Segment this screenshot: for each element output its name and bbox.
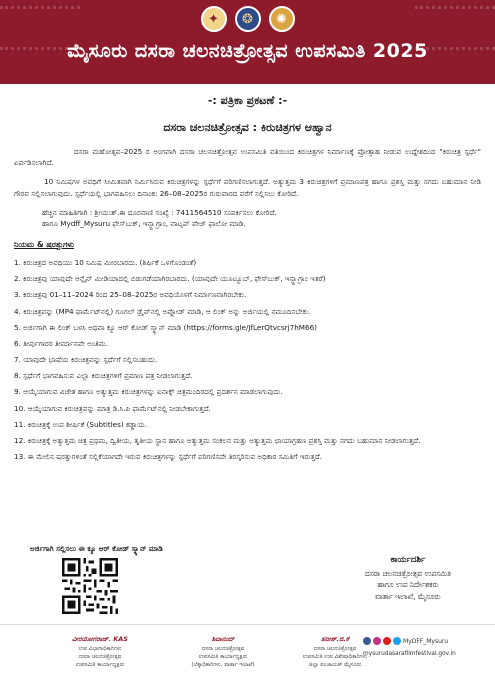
footer-official bbox=[40, 635, 160, 670]
page-title: ಮೈಸೂರು ದಸರಾ ಚಲನಚಿತ್ರೋತ್ಸವ ಉಪಸಮಿತಿ 2025 bbox=[67, 40, 428, 62]
qr-signature-section bbox=[14, 544, 481, 620]
official-designation: ಉಪಸಮಿತಿ ಕಾರ್ಯಾಧ್ಯಕ್ಷರು bbox=[198, 654, 248, 660]
official-designation: (ಲೆಕ್ಕಾಧಿಕಾರಿಗಳು, ವಾರ್ತಾ ಇಲಾಖೆ) bbox=[191, 662, 255, 669]
rule-item: 7. ಯಾವುದೇ ಭಾಷೆಯ ಕಿರುಚಿತ್ರವನ್ನು ಸ್ಪರ್ಧೆಗೆ ಸಲ್ಲಿಸಬಹುದು. bbox=[14, 355, 158, 365]
rule-item: 4. ಕಿರುಚಿತ್ರವನ್ನು (MP4 ಫಾರ್ಮೆಟ್‌ನಲ್ಲಿ) ಗೂಗಲ್ ಡ್ರೈವ್‌ನಲ್ಲಿ ಅಪ್ಲೋಡ್ ಮಾಡಿ, ಆ ಲಿಂಕ್ ಅನ್ನು ಅರ್ಜಿಯಲ್ಲಿ ನಮೂದಿಸಬೇಕು. bbox=[14, 306, 311, 316]
facebook-icon[interactable] bbox=[363, 637, 371, 645]
social-follow-line: ಹಾಗೂ Mydff_Mysuru ಫೇಸ್‌ಬುಕ್, ಇನ್ಸ್ಟಾಗ್ರಾಂ, ವಾಟ್ಸಪ್ ಪೇಜ್ ಫಾಲೋ ಮಾಡಿ. bbox=[42, 218, 246, 228]
twitter-icon[interactable] bbox=[393, 637, 401, 645]
social-handle[interactable]: MyDFF_Mysuru bbox=[403, 637, 449, 645]
contact-line: ಹೆಚ್ಚಿನ ಮಾಹಿತಿಗಾಗಿ : ಶ್ರೀಯುತ್‌.ಈ ದೂರವಾಣಿ ಸಂಖ್ಯೆ : 7411564510 ಸಂಪರ್ಕಿಸಲು ಕೋರಿದೆ. bbox=[42, 207, 277, 217]
official-designation: ದಸರಾ ಚಲನಚಿತ್ರೋತ್ಸವ bbox=[201, 645, 245, 652]
official-designation: ಉಪಸಮಿತಿ ಉಪ ವಿಶೇಷಾಧಿಕಾರಿಗಳು bbox=[302, 654, 368, 660]
rule-item: 1. ಕಿರುಚಿತ್ರದ ಅವಧಿಯು 10 ನಿಮಿಷ ಮೀರಬಾರದು. (ಶಿರ್ಷಿಕೆ ಒಳಗೊಂಡಂತೆ) bbox=[14, 258, 197, 268]
rule-item: 11. ಕಿರುಚಿತ್ರಕ್ಕೆ ಉಪ ಶೀರ್ಷಿಕೆ (Subtitles) ಕಡ್ಡಾಯ. bbox=[14, 419, 148, 429]
official-designation: ಜಿಲ್ಲಾ ಪಂಚಾಯತ್ ಮೈಸೂರು bbox=[308, 662, 362, 669]
instagram-icon[interactable] bbox=[373, 637, 381, 645]
press-release-body bbox=[14, 90, 481, 467]
rule-item: 6. ತೀರ್ಪುಗಾರರ ತೀರ್ಮಾನವೇ ಅಂತಿಮ. bbox=[14, 338, 108, 348]
contact-info bbox=[14, 207, 481, 229]
dasara-logo-icon: ✺ bbox=[269, 6, 295, 32]
official-name: ಹರೀಶ್.ಜಿ.ಕೆ bbox=[321, 635, 349, 643]
signatory-line: ವಾರ್ತಾ ಇಲಾಖೆ, ಮೈಸೂರು bbox=[375, 592, 441, 602]
rule-item: 10. ಆಯ್ಕೆಯಾಗುವ ಕಿರುಚಿತ್ರವನ್ನು ಮಾತ್ರ ಡಿ.ಸಿ.ಪಿ ಫಾರ್ಮೆಟ್‌ನಲ್ಲಿ ನೀಡಬೇಕಾಗುತ್ತದೆ. bbox=[14, 403, 211, 413]
qr-caption: ಅರ್ಜಿಗಾಗಿ ಸಲ್ಲಿಸಲು ಈ ಕ್ಯೂ ಆರ್ ಕೋಡ್ ಸ್ಕ್ಯಾನ್ ಮಾಡಿ bbox=[30, 544, 163, 553]
signatory-line: ಹಾಗೂ ಉಪ ನಿರ್ದೇಶಕರು bbox=[377, 580, 439, 590]
youtube-icon[interactable] bbox=[383, 637, 391, 645]
details-paragraph: 10 ನಿಮಿಷಗಳ ಅವಧಿಗೆ ಸೀಮಿತವಾಗಿ ನಿರ್ಮಿಸಿರುವ ಕಿರುಚಿತ್ರಗಳನ್ನು ಸ್ಪರ್ಧೆಗೆ ಪರಿಗಣಿಸಲಾಗುತ್ತದೆ. ಅತ್ಯುತ್ತಮ 3 ಕಿರುಚಿತ್ರಗಳಿಗೆ ಪ್ರಮಾಣಪತ್ರ ಹಾಗೂ ಪ್ರಶಸ್ತಿ ಮತ್ತು ನಗದು ಬಹುಮಾನ ನೀಡಿ ಗೌರವ ಸಲ್ಲಿಸಲಾಗುವುದು. ಸ್ಪರ್ಧೆಯಲ್ಲಿ ಭಾಗವಹಿಸಲು ದಿನಾಂಕ: 26–08–2025ರ ಗುರುವಾರದ ವರೆಗೆ ಸಲ್ಲಿಸಲು ಕೋರಿದೆ. bbox=[14, 177, 481, 198]
official-name: ಶಿವಾನಂದ್ bbox=[211, 635, 235, 643]
intro-paragraph: ದಸರಾ ಮಹೋತ್ಸವ–2025 ರ ಅಂಗವಾಗಿ ದಸರಾ ಚಲನಚಿತ್ರೋತ್ಸವ ಉಪಸಮಿತಿ ವತಿಯಿಂದ ಕಿರುಚಿತ್ರಗಳ ನಿರ್ಮಾಣಕ್ಕೆ ಪ್ರೋತ್ಸಾಹ ನೀಡುವ ಉದ್ದೇಶದಿಂದ "ಕಿರುಚಿತ್ರ ಸ್ಪರ್ಧೆ" ಏರ್ಪಡಿಸಲಾಗಿದೆ. bbox=[14, 147, 481, 168]
official-designation: ದಸರಾ ಚಲನಚಿತ್ರೋತ್ಸವ bbox=[313, 645, 357, 652]
rule-item: 12. ಕಿರುಚಿತ್ರಕ್ಕೆ ಅತ್ಯುತ್ತಮ ಚಿತ್ರ ಪ್ರಥಮ, ದ್ವಿತೀಯ, ತೃತೀಯ ಸ್ಥಾನ ಹಾಗೂ ಅತ್ಯುತ್ತಮ ಸಂಕಲನ ಮತ್ತು ಅತ್ಯುತ್ತಮ ಛಾಯಾಗ್ರಹಣ ಪ್ರಶಸ್ತಿ ಮತ್ತು ನಗದು ಬಹುಮಾನ ನೀಡಲಾಗುತ್ತದೆ. bbox=[14, 435, 421, 445]
rule-item: 9. ಆಯ್ಕೆಯಾಗುವ ವಿಜೇತ ಹಾಗೂ ಅತ್ಯುತ್ತಮ ಕಿರುಚಿತ್ರಗಳನ್ನು ಐನಾಕ್ಸ್ ಚಿತ್ರಮಂದಿರದಲ್ಲಿ ಪ್ರದರ್ಶನ ಮಾಡಲಾಗುವುದು. bbox=[14, 387, 283, 397]
footer-official bbox=[168, 635, 278, 670]
signatory-role: ಕಾರ್ಯದರ್ಶಿ bbox=[390, 555, 426, 565]
website-link[interactable]: mysurudasarafilmfestival.gov.in bbox=[363, 651, 456, 657]
rule-item-form-link[interactable]: 5. ಅರ್ಜಿಗಾಗಿ ಈ ಲಿಂಕ್ ಬಳಸಿ ಅಥವಾ ಕ್ಯೂ ಆರ್ ಕೋಡ್ ಸ್ಕ್ಯಾನ್ ಮಾಡಿ (https://forms.gle/JfLerQtvcsrj7hM66) bbox=[14, 322, 317, 332]
official-designation: ದಸರಾ ಚಲನಚಿತ್ರೋತ್ಸವ bbox=[78, 654, 122, 660]
header-banner bbox=[0, 0, 495, 84]
signatory-line: ದಸರಾ ಚಲನಚಿತ್ರೋತ್ಸವ ಉಪಸಮಿತಿ bbox=[364, 568, 451, 578]
signature-block bbox=[365, 554, 451, 603]
qr-code-icon[interactable] bbox=[62, 558, 118, 614]
social-links bbox=[363, 637, 483, 657]
official-designation: ಉಪಸಮಿತಿ ಕಾರ್ಯಾಧ್ಯಕ್ಷರು bbox=[75, 662, 125, 669]
header-logos bbox=[0, 6, 495, 36]
official-designation: ಉಪ ವಿಭಾಗಾಧಿಕಾರಿಗಳು bbox=[78, 645, 122, 652]
press-release-heading: -: ಪತ್ರಿಕಾ ಪ್ರಕಟಣೆ :- bbox=[207, 94, 288, 107]
official-name: ವೀರಯೋಗರಾಜ್. KAS bbox=[72, 635, 128, 643]
rules-list bbox=[14, 257, 481, 462]
emblem-icon: ✦ bbox=[201, 6, 227, 32]
rules-heading: ನಿಯಮ & ಷರತ್ತುಗಳು bbox=[14, 240, 74, 250]
karnataka-emblem-icon: ❂ bbox=[235, 6, 261, 32]
rule-item: 13. ಈ ಮೇಲಿನ ಷರತ್ತುಗಳಿಂತೆ ಸಲ್ಲಿಕೆಯಾಗದೇ ಇರುವ ಕಿರುಚಿತ್ರಗಳನ್ನು ಸ್ಪರ್ಧೆಗೆ ಪರಿಗಣಿಸದೇ ತಿರಸ್ಕರಿಸುವ ಅಧಿಕಾರ ಸಮಿತಿಗೆ ಇರುತ್ತದೆ. bbox=[14, 451, 323, 461]
footer bbox=[0, 624, 495, 680]
rule-item: 8. ಸ್ಪರ್ಧೆಗೆ ಭಾಗವಹಿಸುವ ಎಲ್ಲಾ ಕಿರುಚಿತ್ರಗಳಿಗೆ ಪ್ರಮಾಣ ಪತ್ರ ನೀಡಲಾಗುತ್ತದೆ. bbox=[14, 371, 193, 381]
social-row bbox=[363, 637, 483, 645]
rule-item: 3. ಕಿರುಚಿತ್ರವು 01–11–2024 ರಿಂದ 25–08–2025ರ ಅವಧಿಯೊಳಗೆ ನಿರ್ಮಾಣವಾಗಿರಬೇಕು. bbox=[14, 290, 247, 300]
subject-heading: ದಸರಾ ಚಲನಚಿತ್ರೋತ್ಸವ : ಕಿರುಚಿತ್ರಗಳ ಆಹ್ವಾನ bbox=[163, 121, 332, 135]
rule-item: 2. ಕಿರುಚಿತ್ರವು ಯಾವುದೇ ಆನ್ಲೈನ್ ಮೀಡಿಯಾದಲ್ಲಿ ಬಿಡುಗಡೆಯಾಗಿರಬಾರದು. (ಯಾವುದೇ ಯೂಟ್ಯೂಬ್, ಫೇಸ್‌ಬುಕ್, ಇನ್ಸ್ಟಾಗ್ರಾಂ ಇತರೆ) bbox=[14, 274, 326, 284]
